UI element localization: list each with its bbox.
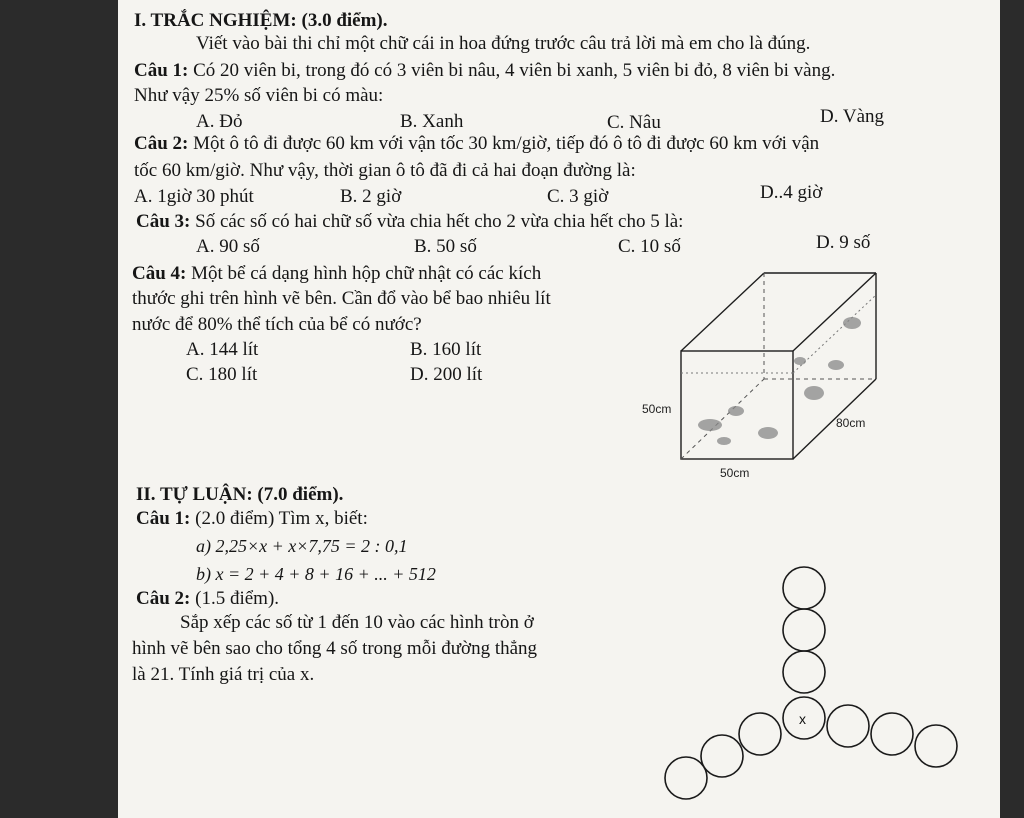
q4-text-line3: nước để 80% thể tích của bể có nước? <box>132 314 422 335</box>
center-x-label: x <box>799 711 806 727</box>
q1-text-line2: Như vậy 25% số viên bi có màu: <box>134 85 384 106</box>
p2-text-line3: là 21. Tính giá trị của x. <box>132 664 315 685</box>
q2-option-c: C. 3 giờ <box>547 186 609 207</box>
circle-right-3 <box>915 725 957 767</box>
q2-option-d: D..4 giờ <box>760 182 823 203</box>
top-left-depth-edge <box>681 273 764 351</box>
q3-text: Số các số có hai chữ số vừa chia hết cho 2 vừa chia hết cho 5 là: <box>195 211 684 232</box>
p2-line <box>136 588 279 610</box>
section2-title: II. TỰ LUẬN: (7.0 điểm). <box>136 484 344 505</box>
p2-text-line1: Sắp xếp các số từ 1 đến 10 vào các hình tròn ở <box>180 612 534 633</box>
q2-text-line1: Một ô tô đi được 60 km với vận tốc 30 km/giờ, tiếp đó ô tô đi được 60 km với vận <box>193 133 820 154</box>
p1-text: (2.0 điểm) Tìm x, biết: <box>195 508 368 529</box>
q4-option-c: C. 180 lít <box>186 364 258 385</box>
q2-option-b: B. 2 giờ <box>340 186 402 207</box>
q2-label: Câu 2: <box>134 133 189 154</box>
exam-page <box>118 0 1000 818</box>
p2-points: (1.5 điểm). <box>195 588 280 609</box>
water-line <box>681 295 876 373</box>
section1-instruction: Viết vào bài thi chỉ một chữ cái in hoa đứng trước câu trả lời mà em cho là đúng. <box>196 33 811 54</box>
q2-option-a: A. 1giờ 30 phút <box>134 186 254 207</box>
q4-option-d: D. 200 lít <box>410 364 483 385</box>
p1-label: Câu 1: <box>136 508 191 529</box>
q2-text-line2: tốc 60 km/giờ. Như vậy, thời gian ô tô đã đi cả hai đoạn đường là: <box>134 160 636 181</box>
width-label: 50cm <box>720 466 750 480</box>
circle-puzzle-figure <box>658 560 1000 818</box>
p1-part-b: b) x = 2 + 4 + 8 + 16 + ... + 512 <box>196 564 436 584</box>
q4-text-line2: thước ghi trên hình vẽ bên. Cần đổ vào bể bao nhiêu lít <box>132 288 551 309</box>
q4-text-line1: Một bể cá dạng hình hộp chữ nhật có các kích <box>191 263 542 284</box>
q1-text-line1: Có 20 viên bi, trong đó có 3 viên bi nâu, 4 viên bi xanh, 5 viên bi đỏ, 8 viên bi vàng. <box>193 60 836 81</box>
circle-left-3 <box>665 757 707 799</box>
front-face <box>681 351 793 459</box>
circle-right-2 <box>871 713 913 755</box>
circle-top-3 <box>783 651 825 693</box>
top-right-depth-edge <box>793 273 876 351</box>
p2-label: Câu 2: <box>136 588 191 609</box>
q4-label: Câu 4: <box>132 263 187 284</box>
section1-title: I. TRẮC NGHIỆM: (3.0 điểm). <box>134 10 388 31</box>
depth-label: 80cm <box>836 416 866 430</box>
q3-label: Câu 3: <box>136 211 191 232</box>
circle-top-1 <box>783 567 825 609</box>
p1-part-a: a) 2,25×x + x×7,75 = 2 : 0,1 <box>196 536 408 556</box>
circle-left-2 <box>701 735 743 777</box>
q3-option-b: B. 50 số <box>414 236 477 257</box>
q3-line <box>136 211 683 233</box>
p1-line <box>136 508 368 530</box>
q1-option-d: D. Vàng <box>820 106 885 127</box>
q4-option-b: B. 160 lít <box>410 339 482 360</box>
circle-left-1 <box>739 713 781 755</box>
q1-option-b: B. Xanh <box>400 111 464 132</box>
q1-option-c: C. Nâu <box>607 112 661 133</box>
q3-option-a: A. 90 số <box>196 236 260 257</box>
fish-tank-figure <box>640 265 890 485</box>
height-label: 50cm <box>642 402 672 416</box>
circle-right-1 <box>827 705 869 747</box>
q2-line1 <box>134 133 819 155</box>
q4-option-a: A. 144 lít <box>186 339 259 360</box>
q4-line1 <box>132 263 541 285</box>
circle-top-2 <box>783 609 825 651</box>
q3-option-d: D. 9 số <box>816 232 871 253</box>
q3-option-c: C. 10 số <box>618 236 681 257</box>
p2-text-line2: hình vẽ bên sao cho tổng 4 số trong mỗi đường thẳng <box>132 638 538 659</box>
q1-label: Câu 1: <box>134 60 189 81</box>
q1-line1 <box>134 60 835 82</box>
q1-option-a: A. Đỏ <box>196 111 243 132</box>
